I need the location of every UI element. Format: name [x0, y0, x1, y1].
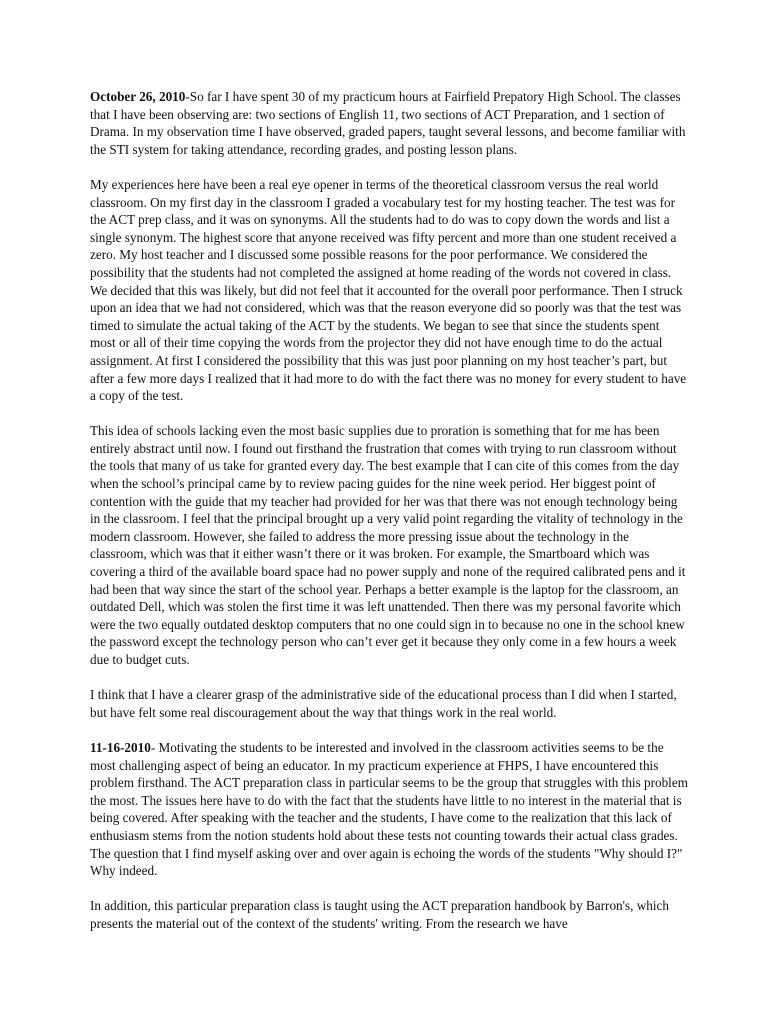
entry-1-paragraph-1 [90, 88, 688, 158]
entry-1-paragraph-4: I think that I have a clearer grasp of the administrative side of the educational process than I did when I started, but have felt some real discouragement about the way that things work in the real world. [90, 687, 677, 720]
entry-1-paragraph-2: My experiences here have been a real eye opener in terms of the theoretical classroom versus the real world classroom. On my first day in the classroom I graded a vocabulary test for my hosting teacher. The test was for the ACT prep class, and it was on synonyms. All the students had to do was to copy down the words and list a single synonym. The highest score that anyone received was fifty percent and more than one student received a zero. My host teacher and I discussed some possible reasons for the poor performance. We considered the possibility that the students had not completed the assigned at home reading of the words not covered in class. We decided that this was likely, but did not feel that it accounted for the overall poor performance. Then I struck upon an idea that we had not considered, which was that the reason everyone did so poorly was that the test was timed to simulate the actual taking of the ACT by the students. We began to see that since the students spent most or all of their time copying the words from the projector they did not have enough time to do the actual assignment. At first I considered the possibility that this was just poor planning on my host teacher’s part, but after a few more days I realized that it had more to do with the fact there was no money for every student to have a copy of the test. [90, 176, 687, 404]
entry-2-paragraph-2: In addition, this particular preparation class is taught using the ACT preparation handbook by Barron's, which presents the material out of the context of the students' writing. From the research we have [90, 898, 669, 931]
entry-1-date: October 26, 2010 [90, 89, 186, 104]
entry-2-paragraph-1-text: - Motivating the students to be interested and involved in the classroom activities seems to be the most challenging aspect of being an educator. In my practicum experience at FHPS, I have encountered this problem firsthand. The ACT preparation class in particular seems to be the group that struggles with this problem the most. The issues here have to do with the fact that the students have little to no interest in the material that is being covered. After speaking with the teacher and the students, I have come to the realization that this lack of enthusiasm stems from the notion students hold about these tests not counting towards their actual class grades. The question that I find myself asking over and over again is echoing the words of the students "Why should I?" Why indeed. [90, 739, 688, 879]
entry-1-paragraph-1-text: -So far I have spent 30 of my practicum hours at Fairfield Prepatory High School. The classes that I have been observing are: two sections of English 11, two sections of ACT Preparation, and 1 section of Drama. In my observation time I have observed, graded papers, taught several lessons, and become familiar with the STI system for taking attendance, recording grades, and posting lesson plans. [90, 89, 686, 157]
entry-2-date: 11-16-2010 [90, 739, 151, 755]
entry-1-paragraph-3: This idea of schools lacking even the most basic supplies due to proration is something that for me has been entirely abstract until now. I found out firsthand the frustration that comes with trying to run classroom without the tools that many of us take for granted every day. The best example that I can cite of this comes from the day when the school’s principal came by to review pacing guides for the nine week period. Her biggest point of contention with the guide that my teacher had provided for her was that there was not enough technology being in the classroom. I feel that the principal brought up a very valid point regarding the vitality of technology in the modern classroom. However, she failed to address the more pressing issue about the technology in the classroom, which was that it either wasn’t there or it was broken. For example, the Smartboard which was covering a third of the available board space had no power supply and none of the required calibrated pens and it had been that way since the start of the school year. Perhaps a better example is the laptop for the classroom, an outdated Dell, which was stolen the first time it was left unattended. Then there was my personal favorite which were the two equally outdated desktop computers that no one could sign in to because no one in the school knew the password except the technology person who can’t ever get it because they only come in a few hours a week due to budget cuts. [90, 423, 686, 667]
entry-2-paragraph-1 [90, 739, 688, 880]
document-page [90, 88, 688, 950]
